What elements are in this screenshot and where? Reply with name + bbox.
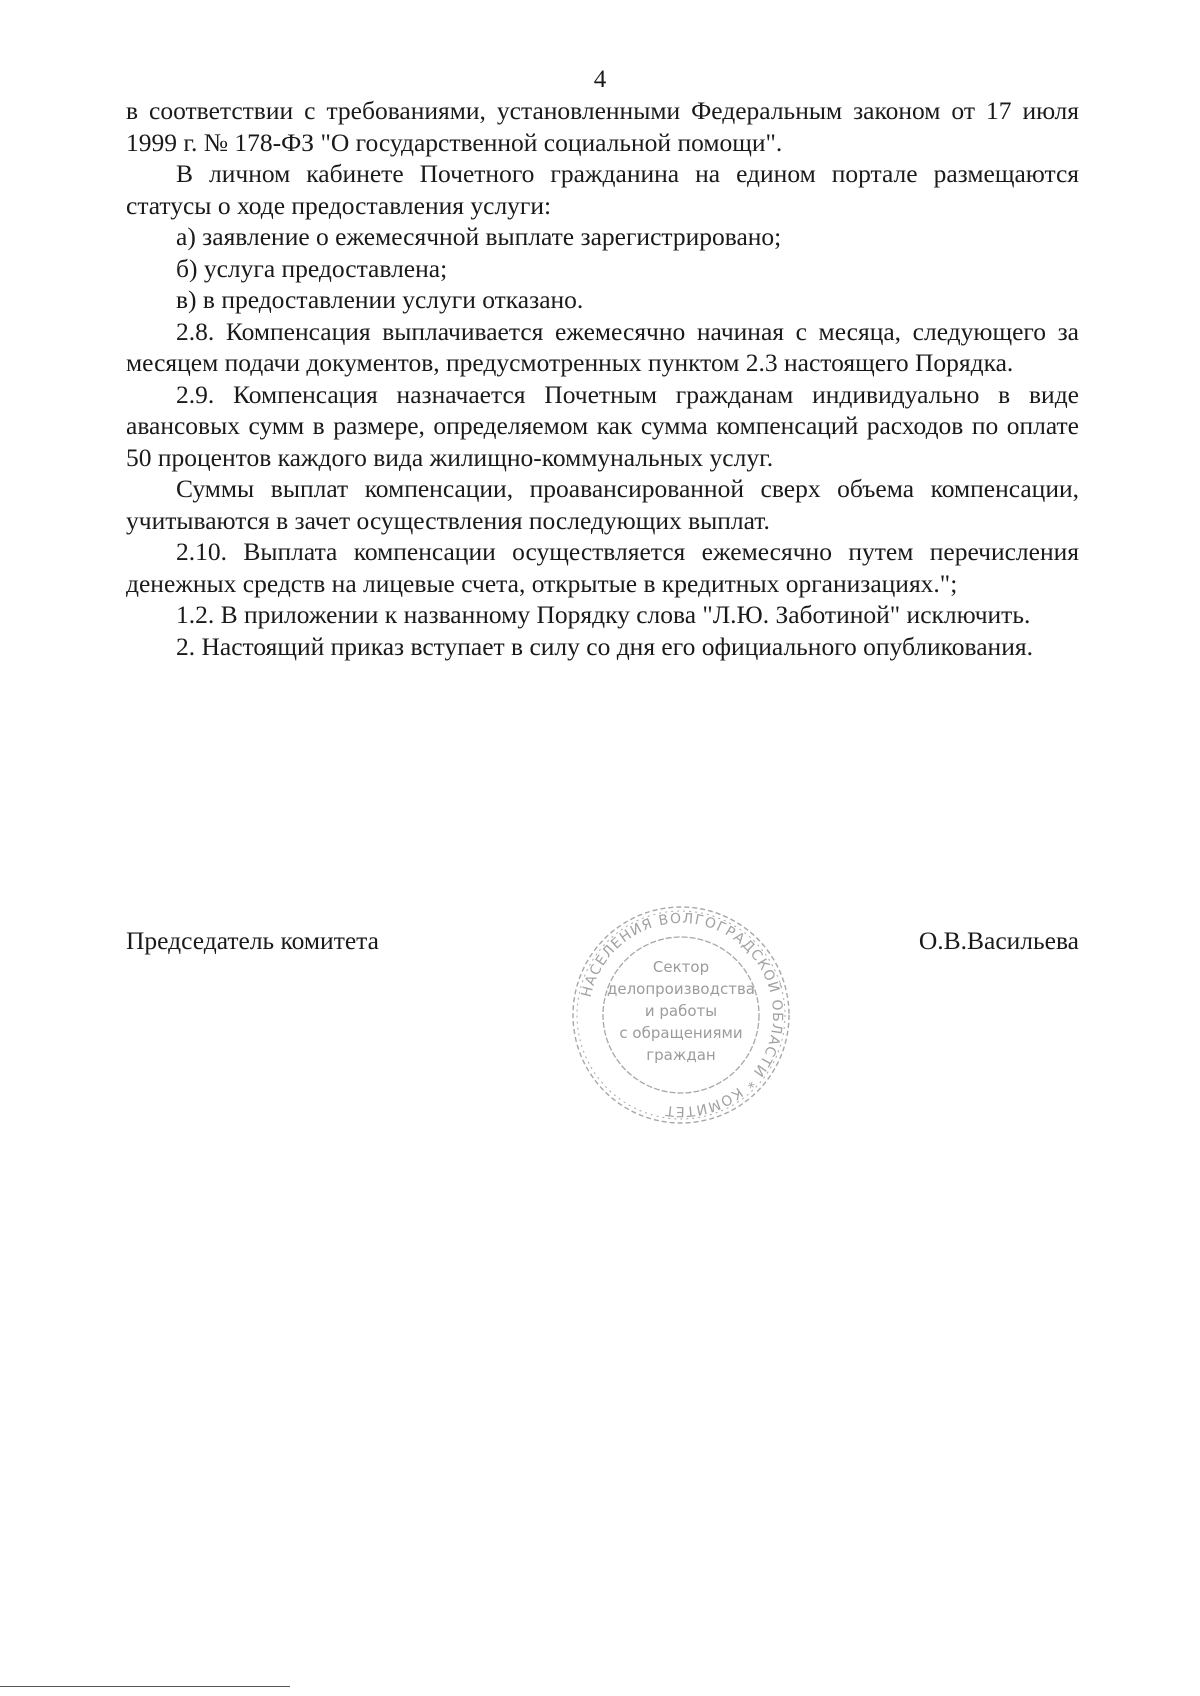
stamp-line-2: делопроизводства (606, 980, 756, 998)
list-item-status-c: в) в предоставлении услуги отказано. (176, 285, 584, 314)
list-item-status-b: б) услуга предоставлена; (176, 253, 448, 283)
stamp-line-4: с обращениями (619, 1024, 743, 1042)
stamp-line-3: и работы (644, 1002, 718, 1020)
stamp-outer-text: НАСЕЛЕНИЯ ВОЛГОГРАДСКОЙ ОБЛАСТИ * КОМИТЕТ (578, 910, 786, 1120)
paragraph-continuation: в соответствии с требованиями, установленными Федеральным законом от 17 июля 1999 г. № 178-ФЗ "О государственной социальной помощи". (126, 96, 1079, 157)
list-item-status-a: а) заявление о ежемесячной выплате зарегистрировано; (176, 222, 782, 251)
paragraph-2: 2. Настоящий приказ вступает в силу со дня его официального опубликования. (176, 631, 1033, 661)
stamp-line-1: Сектор (652, 958, 710, 976)
footer-scan-rule (0, 1686, 290, 1687)
paragraph-advance-sums: Суммы выплат компенсации, проавансированной сверх объема компенсации, учитываются в зачет осуществления последующих выплат. (126, 474, 1079, 535)
paragraph-2-9: 2.9. Компенсация назначается Почетным гражданам индивидуально в виде авансовых сумм в размере, определяемом как сумма компенсаций расходов по оплате 50 процентов каждого вида жилищно-коммунальных услуг. (126, 379, 1079, 472)
paragraph-2-10: 2.10. Выплата компенсации осуществляется ежемесячно путем перечисления денежных средств на лицевые счета, открытые в кредитных организациях."; (126, 537, 1079, 598)
document-body (126, 95, 1079, 662)
stamp-line-5: граждан (646, 1046, 716, 1064)
signatory-name: О.В.Васильева (918, 926, 1079, 955)
page-number: 4 (593, 66, 607, 93)
official-seal-stamp (566, 900, 796, 1130)
signatory-title: Председатель комитета (126, 926, 379, 955)
paragraph-2-8: 2.8. Компенсация выплачивается ежемесячно начиная с месяца, следующего за месяцем подачи документов, предусмотренных пунктом 2.3 настоящего Порядка. (126, 316, 1079, 377)
paragraph-personal-account: В личном кабинете Почетного гражданина на едином портале размещаются статусы о ходе предоставления услуги: (126, 159, 1079, 220)
paragraph-1-2: 1.2. В приложении к названному Порядку слова "Л.Ю. Заботиной" исключить. (176, 600, 1031, 629)
